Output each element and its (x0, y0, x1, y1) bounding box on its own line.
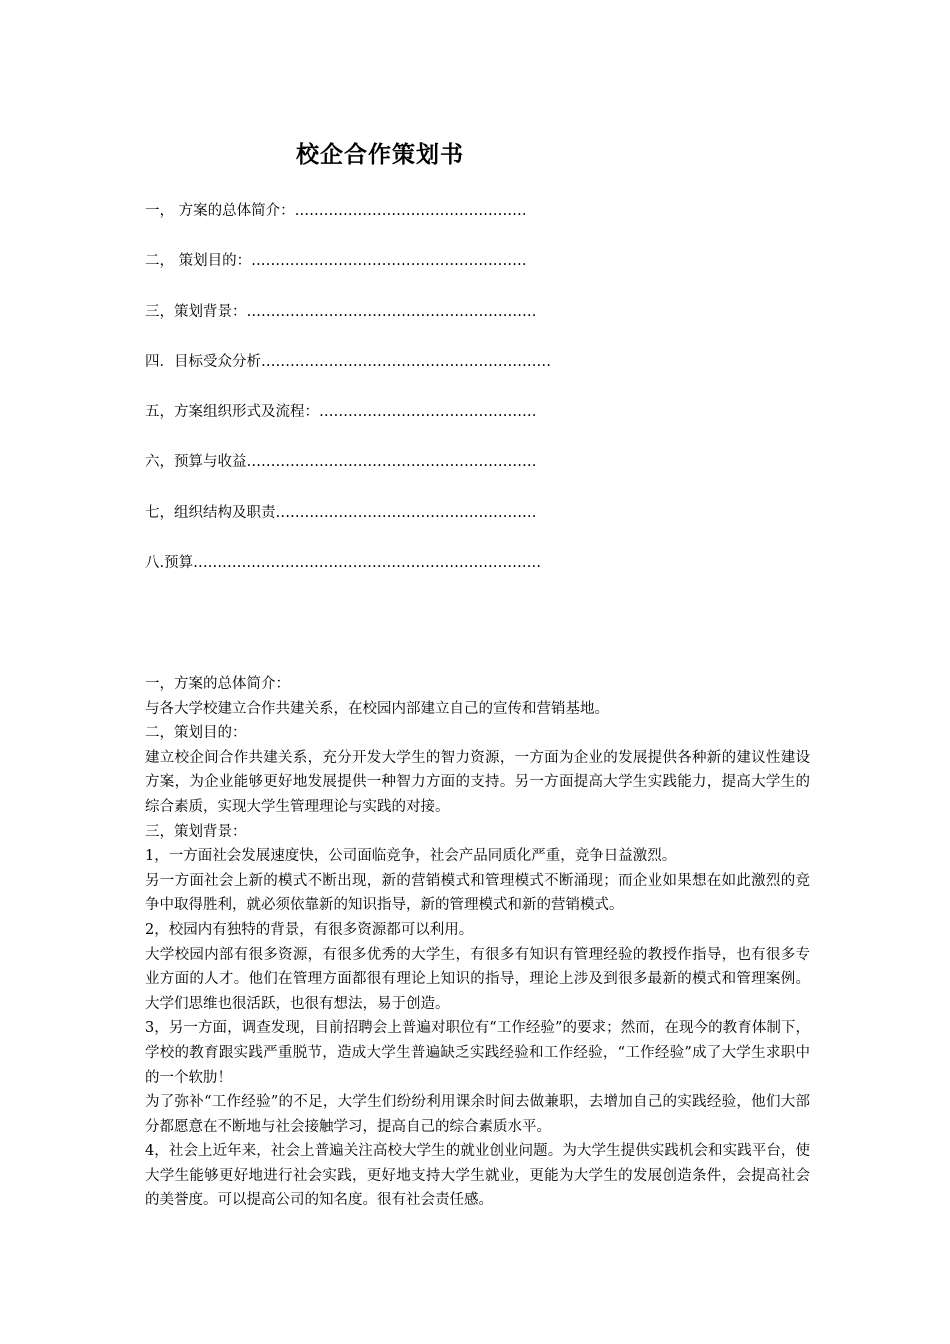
toc-item-leader: …………………………………………………… (261, 353, 551, 370)
toc-item-leader: ……………………………………………………………… (193, 555, 542, 572)
toc-item (145, 552, 665, 602)
document-body (145, 672, 810, 1213)
toc-item (145, 301, 665, 351)
toc-item-label: 八.预算 (145, 555, 194, 572)
paragraph: 为了弥补“工作经验”的不足，大学生们纷纷利用课余时间去做兼职，去增加自己的实践经验，他们大部分都愿意在不断地与社会接触学习，提高自己的综合素质水平。 (145, 1094, 810, 1135)
paragraph: 4，社会上近年来，社会上普遍关注高校大学生的就业创业问题。为大学生提供实践机会和实践平台，使大学生能够更好地进行社会实践，更好地支持大学生就业，更能为大学生的发展创造条件，会提高社会的美誉度。可以提高公司的知名度。很有社会责任感。 (145, 1143, 810, 1209)
paragraph: 大学校园内部有很多资源，有很多优秀的大学生，有很多有知识有管理经验的教授作指导，也有很多专业方面的人才。他们在管理方面都很有理论上知识的指导，理论上涉及到很多最新的模式和管理案例。大学们思维也很活跃，也很有想法，易于创造。 (145, 946, 810, 1012)
toc-item (145, 451, 665, 501)
toc-item-leader: ……………………………………………… (275, 504, 537, 521)
section-heading: 二，策划目的： (145, 725, 247, 742)
toc-item (145, 200, 665, 250)
toc-item-label: 六，预算与收益 (145, 454, 247, 471)
toc-item-label: 四．目标受众分析 (145, 353, 261, 370)
section-heading: 三，策划背景： (145, 823, 247, 840)
toc-item-label: 一， 方案的总体简介： (145, 203, 295, 219)
toc-item (145, 351, 665, 401)
paragraph: 与各大学校建立合作共建关系，在校园内部建立自己的宣传和营销基地。 (145, 700, 609, 717)
toc-item-leader: …………………………………………………… (246, 303, 537, 320)
toc-item-label: 三，策划背景： (145, 303, 247, 320)
toc-item (145, 401, 665, 451)
paragraph: 1，一方面社会发展速度快，公司面临竞争，社会产品同质化严重，竞争日益激烈。 (145, 848, 677, 865)
paragraph: 2，校园内有独特的背景，有很多资源都可以利用。 (145, 921, 474, 938)
toc-item-leader: ………………………………………………… (251, 253, 527, 270)
table-of-contents (145, 200, 665, 602)
toc-item-label: 七，组织结构及职责 (145, 504, 276, 521)
paragraph: 3，另一方面，调查发现，目前招聘会上普遍对职位有“工作经验”的要求；然而，在现今的教育体制下，学校的教育跟实践严重脱节，造成大学生普遍缺乏实践经验和工作经验，“工作经验”成了大学生求职中的一个软肋！ (145, 1020, 810, 1086)
toc-item-label: 二， 策划目的： (145, 253, 252, 270)
document-title: 校企合作策划书 (296, 142, 464, 168)
toc-item (145, 502, 665, 552)
paragraph: 另一方面社会上新的模式不断出现，新的营销模式和管理模式不断涌现；而企业如果想在如此激烈的竞争中取得胜利，就必须依靠新的知识指导，新的管理模式和新的营销模式。 (145, 872, 810, 914)
paragraph: 建立校企间合作共建关系，充分开发大学生的智力资源，一方面为企业的发展提供各种新的建议性建设方案，为企业能够更好地发展提供一种智力方面的支持。另一方面提高大学生实践能力，提高大学生的综合素质，实现大学生管理理论与实践的对接。 (145, 749, 810, 815)
toc-item-leader: ………………………………………… (294, 203, 527, 219)
toc-item-leader: …………………………………………………… (246, 454, 537, 471)
toc-item (145, 250, 665, 300)
section-heading: 一，方案的总体简介： (145, 676, 290, 692)
toc-item-leader: ……………………………………… (319, 404, 537, 421)
toc-item-label: 五，方案组织形式及流程： (145, 404, 319, 421)
